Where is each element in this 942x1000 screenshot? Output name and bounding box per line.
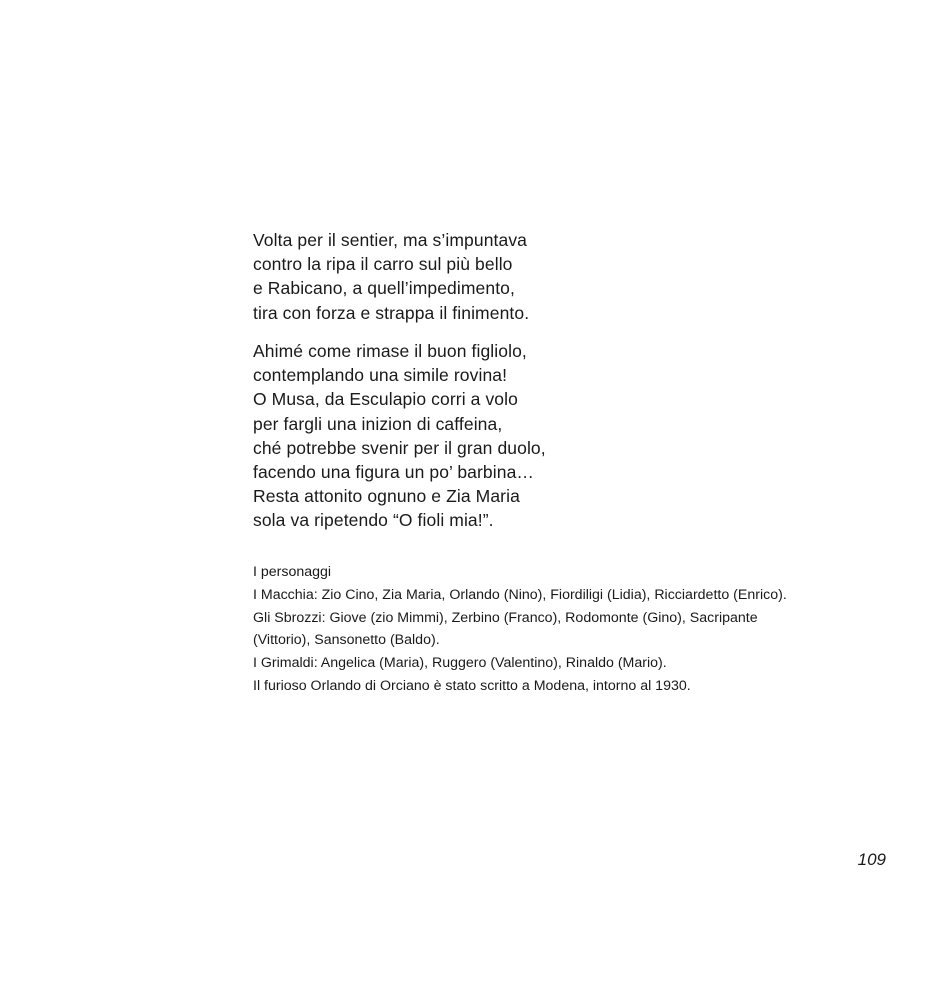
notes-heading: I personaggi bbox=[253, 564, 332, 580]
notes-line: Il furioso Orlando di Orciano è stato scritto a Modena, intorno al 1930. bbox=[253, 677, 691, 694]
verse-line: per fargli una inizion di caffeina, bbox=[253, 413, 503, 434]
verse-line: Volta per il sentier, ma s’impuntava bbox=[253, 230, 528, 250]
notes-line: I Macchia: Zio Cino, Zia Maria, Orlando (Nino), Fiordiligi (Lidia), Ricciardetto (Enrico). bbox=[253, 586, 787, 603]
characters-note bbox=[253, 561, 853, 698]
verse-line: ché potrebbe svenir per il gran duolo, bbox=[253, 437, 546, 458]
verse-line: facendo una figura un po’ barbina… bbox=[253, 462, 535, 483]
verse-line: tira con forza e strappa il finimento. bbox=[253, 302, 530, 323]
verse-line: contro la ripa il carro sul più bello bbox=[253, 254, 513, 275]
page-number: 109 bbox=[857, 850, 886, 869]
notes-line: Gli Sbrozzi: Giove (zio Mimmi), Zerbino (Franco), Rodomonte (Gino), Sacripante bbox=[253, 609, 758, 626]
verse-line: Ahimé come rimase il buon figliolo, bbox=[253, 341, 527, 361]
notes-line: (Vittorio), Sansonetto (Baldo). bbox=[253, 632, 440, 649]
verse-line: e Rabicano, a quell’impedimento, bbox=[253, 278, 515, 299]
poem-stanza-2 bbox=[253, 339, 546, 533]
verse-line: contemplando una simile rovina! bbox=[253, 365, 508, 386]
notes-line: I Grimaldi: Angelica (Maria), Ruggero (Valentino), Rinaldo (Mario). bbox=[253, 655, 667, 672]
verse-line: sola va ripetendo “O fioli mia!”. bbox=[253, 510, 494, 531]
verse-line: O Musa, da Esculapio corri a volo bbox=[253, 389, 518, 410]
verse-line: Resta attonito ognuno e Zia Maria bbox=[253, 486, 520, 507]
poem-stanza-1 bbox=[253, 228, 529, 325]
